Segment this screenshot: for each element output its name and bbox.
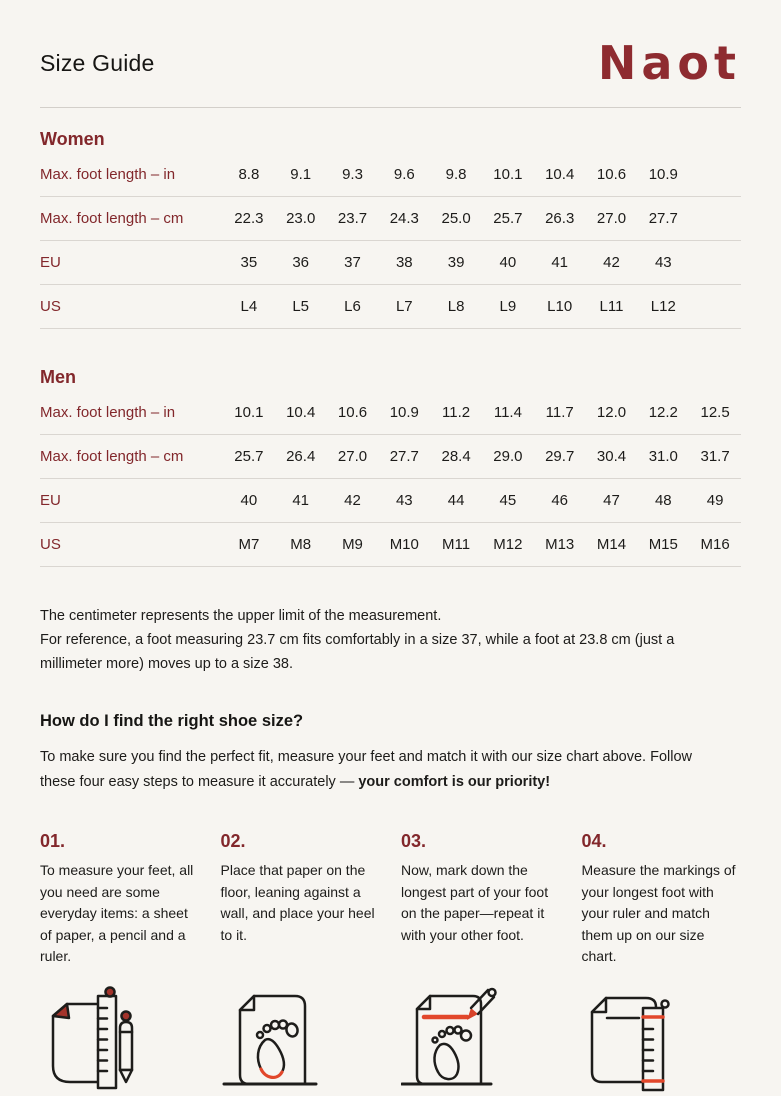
step-3-text: Now, mark down the longest part of your foot on the paper—repeat it with your other foot. (401, 862, 549, 943)
howto-heading: How do I find the right shoe size? (40, 712, 304, 730)
size-value: 10.1 (493, 166, 523, 183)
size-value: 27.7 (648, 210, 678, 227)
size-value: 10.4 (545, 166, 575, 183)
step-2-number: 02. (220, 831, 246, 851)
size-value: 49 (706, 492, 724, 509)
paper-ruler-pencil-icon (40, 984, 200, 1096)
size-value: 26.4 (286, 448, 316, 465)
size-value: 35 (240, 254, 258, 271)
size-value: 43 (654, 254, 672, 271)
size-table-row (40, 523, 741, 567)
section-heading-men: Men (40, 367, 76, 387)
step-4-number: 04. (581, 831, 607, 851)
size-value: 42 (603, 254, 620, 271)
size-value: 28.4 (441, 448, 471, 465)
size-value: 12.2 (648, 404, 678, 421)
size-table-row (40, 241, 741, 285)
size-value: 41 (551, 254, 569, 271)
howto-intro-text: To make sure you find the perfect fit, measure your feet and match it with our size chart above. Follow these four easy steps to measure it accurately — (40, 749, 693, 790)
size-value: 44 (447, 492, 465, 509)
size-table-row (40, 153, 741, 197)
size-value: M8 (290, 536, 312, 553)
size-value: 9.1 (290, 166, 312, 183)
size-value: 37 (344, 254, 361, 271)
size-row-label: Max. foot length – in (40, 166, 176, 183)
size-value: 26.3 (545, 210, 575, 227)
size-value: 9.3 (342, 166, 363, 183)
size-value: 48 (654, 492, 672, 509)
size-row-label: US (40, 536, 61, 553)
size-value: 45 (499, 492, 517, 509)
size-value: L9 (499, 298, 517, 315)
size-value: 10.4 (286, 404, 316, 421)
size-value: L12 (650, 298, 676, 315)
size-value: 40 (240, 492, 258, 509)
size-value: M13 (545, 536, 575, 553)
size-value: 23.7 (337, 210, 368, 227)
size-value: M9 (342, 536, 363, 553)
size-value: M7 (238, 536, 260, 553)
size-value: L4 (240, 298, 258, 315)
women-size-table (40, 153, 741, 329)
size-value: M12 (493, 536, 523, 553)
size-value: M11 (442, 536, 471, 553)
size-value: L11 (599, 298, 624, 315)
step-1-number: 01. (40, 831, 66, 851)
step-2-text: Place that paper on the floor, leaning against a wall, and place your heel to it. (220, 862, 375, 943)
size-table-row (40, 197, 741, 241)
size-row-label: EU (40, 254, 61, 271)
size-value: 31.7 (700, 448, 730, 465)
size-table-row (40, 391, 741, 435)
step-4 (582, 831, 742, 968)
size-value: 12.0 (596, 404, 627, 421)
measurement-note (40, 604, 696, 676)
size-value: L8 (447, 298, 465, 315)
size-table-row (40, 479, 741, 523)
size-value: 11.7 (545, 404, 574, 421)
size-value: 30.4 (596, 448, 627, 465)
size-value: 9.8 (445, 166, 467, 183)
size-value: L5 (292, 298, 310, 315)
size-value: M16 (700, 536, 730, 553)
size-row-label: Max. foot length – cm (40, 448, 184, 465)
page-header (40, 34, 741, 92)
paper-ruler-marks-icon (582, 984, 742, 1096)
step-1 (40, 831, 200, 968)
size-value: 10.9 (648, 166, 678, 183)
size-value: 38 (395, 254, 413, 271)
naot-logo: Naot (597, 36, 741, 90)
size-value: 31.0 (648, 448, 678, 465)
size-value: 39 (447, 254, 465, 271)
size-value: 46 (551, 492, 569, 509)
size-value: L7 (395, 298, 413, 315)
size-value: 8.8 (238, 166, 260, 183)
page-title: Size Guide (40, 49, 155, 76)
size-value: 36 (292, 254, 310, 271)
note-line-1: The centimeter represents the upper limit of the measurement. (40, 608, 442, 624)
size-value: 10.9 (389, 404, 419, 421)
size-value: 29.7 (545, 448, 575, 465)
size-value: 10.6 (337, 404, 368, 421)
size-value: 12.5 (700, 404, 730, 421)
size-value: 25.7 (234, 448, 264, 465)
size-value: 9.6 (393, 166, 415, 183)
header-divider (40, 107, 741, 108)
size-value: 22.3 (234, 210, 264, 227)
step-4-text: Measure the markings of your longest foot with your ruler and match them up on our size chart. (581, 862, 736, 964)
size-value: 25.0 (441, 210, 471, 227)
size-value: 43 (395, 492, 413, 509)
howto-intro (40, 745, 702, 795)
step-2 (221, 831, 381, 968)
size-table-row (40, 435, 741, 479)
howto-intro-bold: your comfort is our priority! (358, 774, 551, 790)
step-3 (401, 831, 561, 968)
note-line-2: For reference, a foot measuring 23.7 cm fits comfortably in a size 37, while a foot at 23.8 cm (just a millimeter more) moves up to a size 38. (40, 632, 675, 672)
men-size-table (40, 391, 741, 567)
size-value: 23.0 (286, 210, 316, 227)
size-value: 25.7 (493, 210, 523, 227)
size-value: 29.0 (493, 448, 523, 465)
size-table-row (40, 285, 741, 329)
size-value: M15 (648, 536, 678, 553)
size-value: 41 (292, 492, 310, 509)
size-value: 27.0 (337, 448, 368, 465)
size-value: L6 (344, 298, 361, 315)
section-heading-women: Women (40, 129, 105, 149)
size-value: 24.3 (389, 210, 419, 227)
size-value: 27.7 (389, 448, 419, 465)
step-1-text: To measure your feet, all you need are some everyday items: a sheet of paper, a pencil and a ruler. (40, 862, 194, 964)
size-row-label: EU (40, 492, 61, 509)
size-row-label: Max. foot length – cm (40, 210, 184, 227)
paper-footprint-heel-icon (221, 984, 381, 1096)
size-value: 10.6 (596, 166, 627, 183)
size-value: 11.2 (442, 404, 471, 421)
size-value: M10 (389, 536, 419, 553)
size-row-label: Max. foot length – in (40, 404, 176, 421)
size-value: 42 (344, 492, 361, 509)
size-value: 10.1 (234, 404, 264, 421)
size-value: 11.4 (493, 404, 522, 421)
size-value: 27.0 (596, 210, 627, 227)
size-value: 40 (499, 254, 517, 271)
steps-row (40, 831, 741, 968)
step-3-number: 03. (401, 831, 427, 851)
size-row-label: US (40, 298, 61, 315)
size-value: 47 (603, 492, 620, 509)
step-icons-row (40, 984, 741, 1096)
size-value: M14 (596, 536, 627, 553)
size-value: L10 (547, 298, 573, 315)
paper-footprint-pencil-icon (401, 984, 561, 1096)
